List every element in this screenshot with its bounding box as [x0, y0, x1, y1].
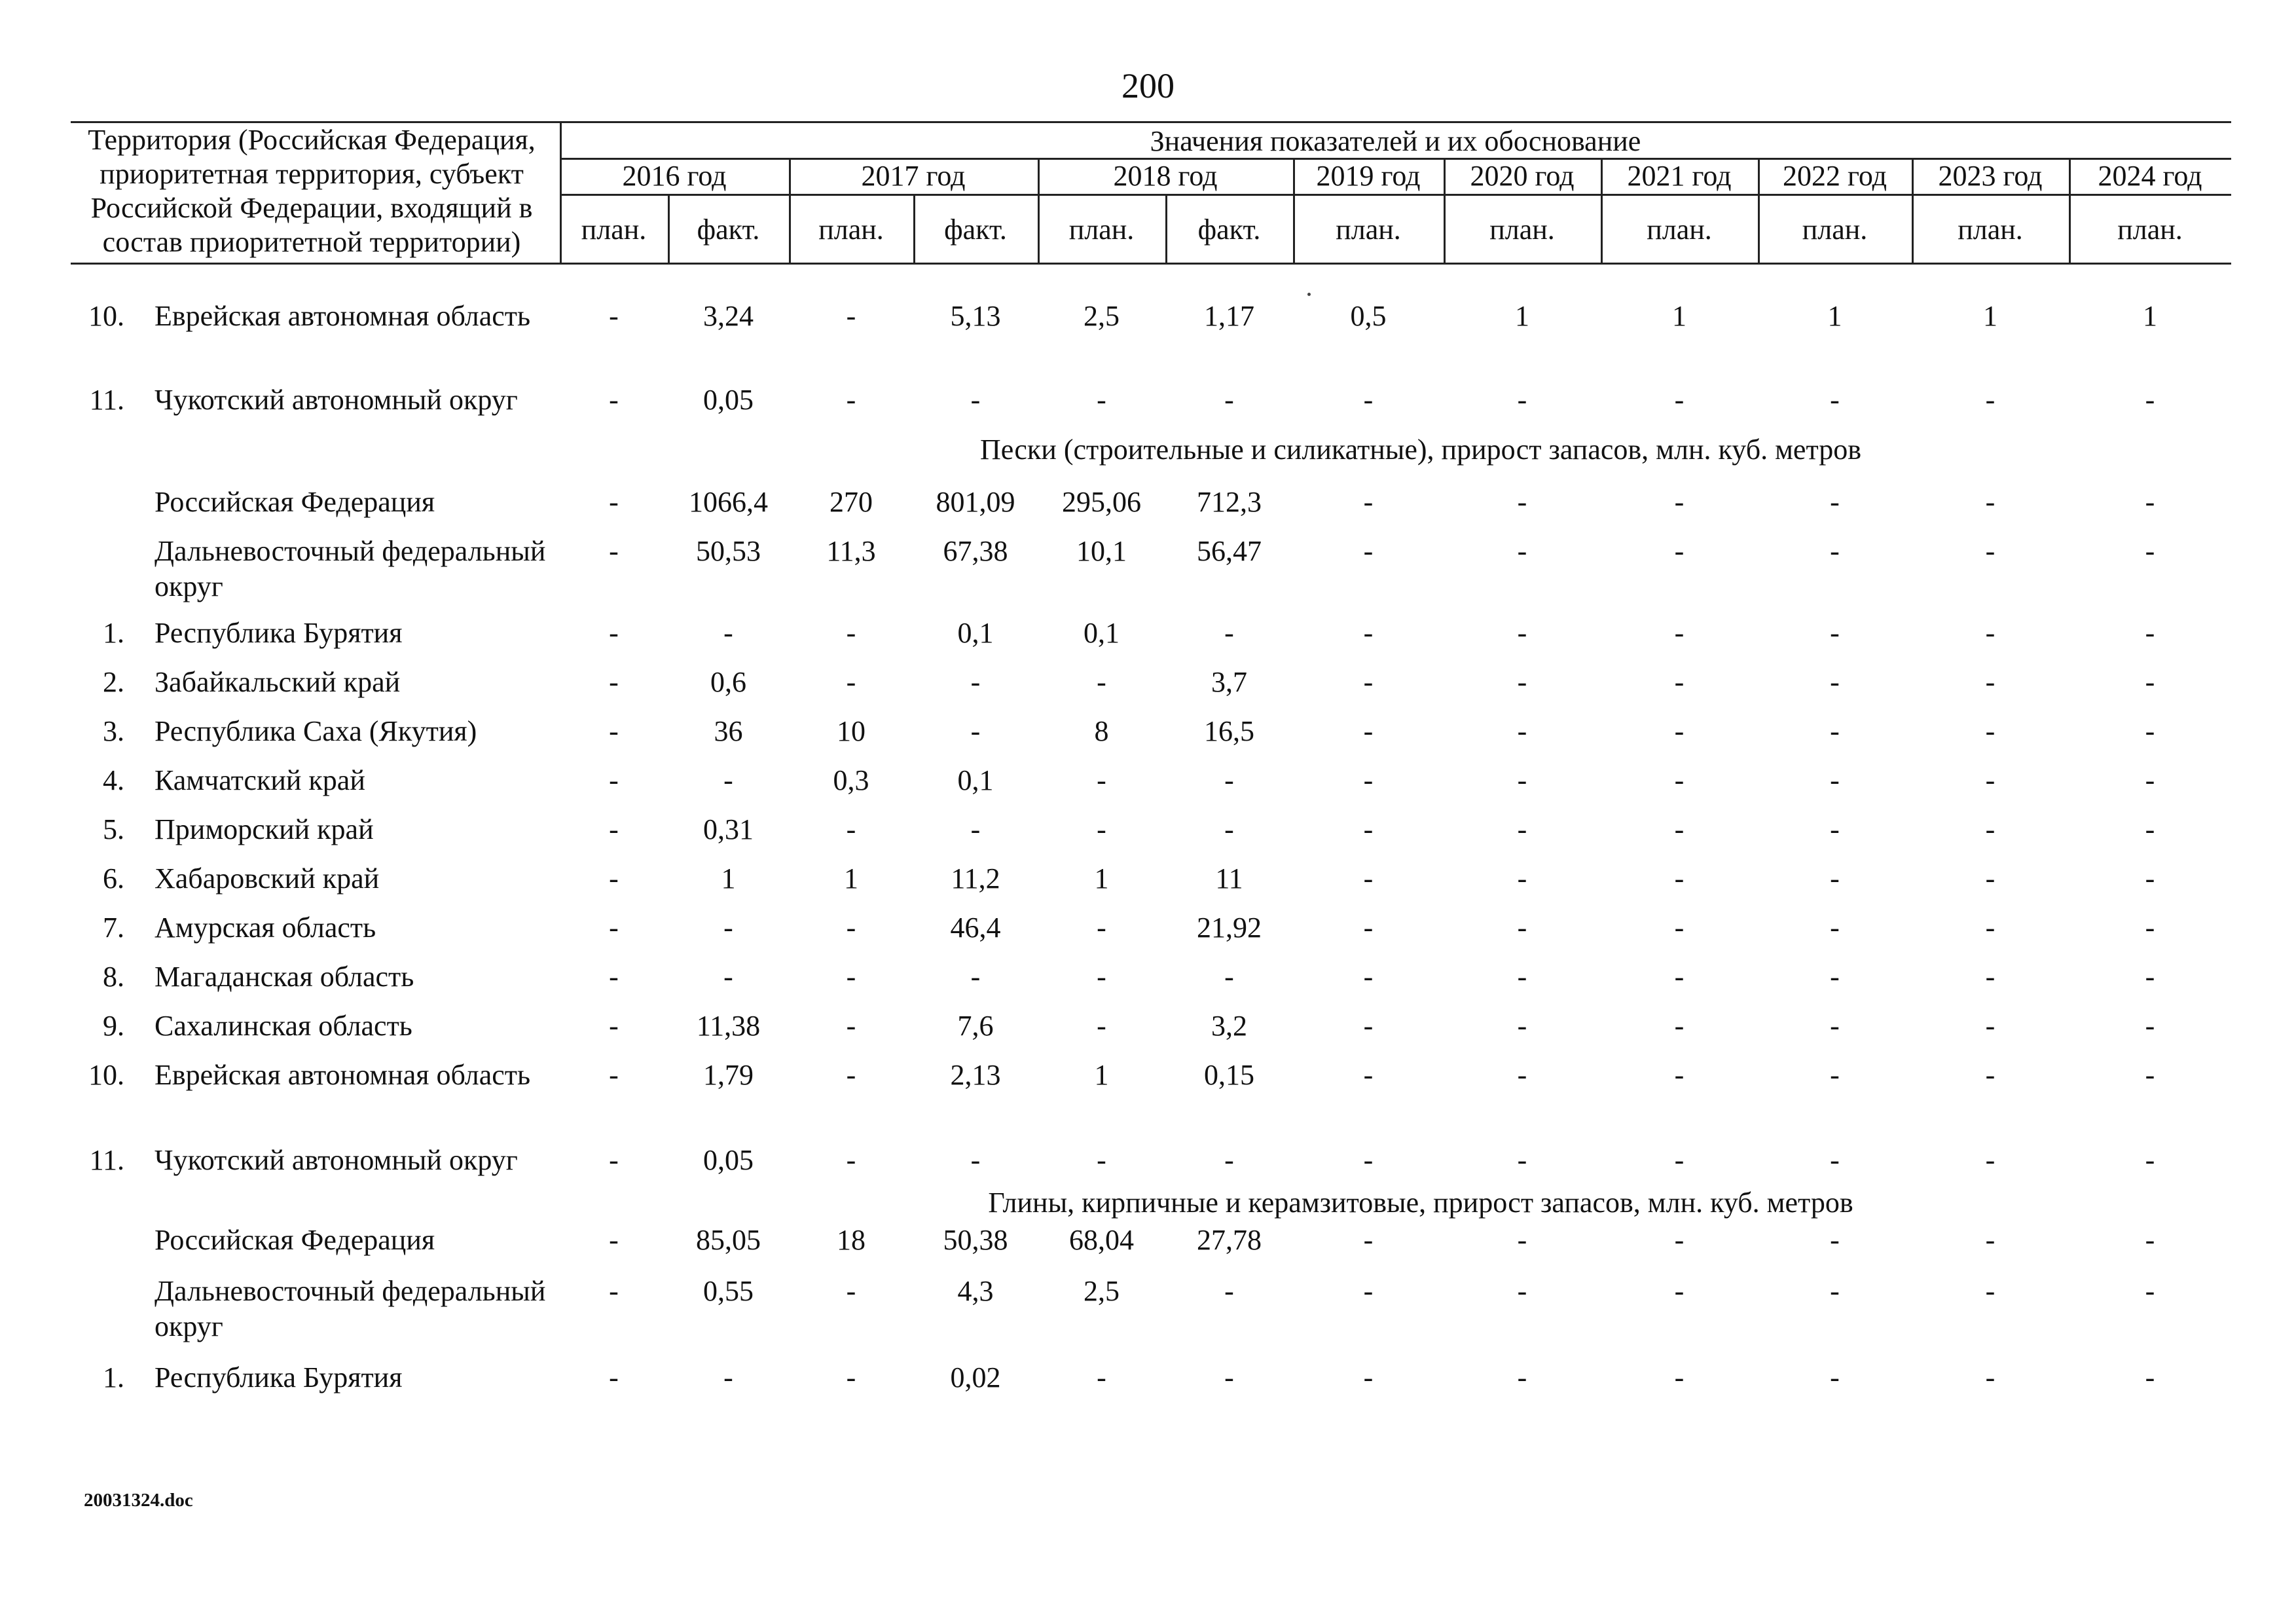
table-cell: -: [723, 961, 733, 993]
table-cell: -: [1830, 1059, 1840, 1091]
stray-mark: [1307, 293, 1311, 296]
row-territory-name: Чукотский автономный округ: [155, 384, 518, 416]
header-subcol: план.: [1802, 213, 1868, 246]
table-cell: -: [1674, 617, 1685, 649]
table-cell: -: [1517, 813, 1527, 845]
table-cell: 1: [1672, 300, 1686, 332]
table-cell: -: [1830, 617, 1840, 649]
table-cell: 1: [1515, 300, 1529, 332]
table-cell: -: [1985, 1275, 1995, 1307]
header-subcol: план.: [818, 213, 884, 246]
table-cell: -: [1363, 486, 1374, 518]
table-cell: -: [1830, 384, 1840, 416]
table-cell: -: [2145, 715, 2155, 747]
table-cell: -: [1985, 1361, 1995, 1393]
table-cell: -: [1830, 486, 1840, 518]
table-cell: -: [1517, 535, 1527, 567]
table-cell: -: [1674, 486, 1685, 518]
table-cell: 11: [1215, 862, 1243, 895]
page-number: 200: [1121, 66, 1175, 105]
row-territory-name: Республика Бурятия: [155, 617, 403, 649]
header-subcol: план.: [581, 213, 647, 246]
row-number: 1.: [103, 617, 124, 649]
table-cell: -: [1363, 715, 1374, 747]
table-cell: -: [723, 617, 733, 649]
row-territory-name: Чукотский автономный округ: [155, 1144, 518, 1176]
table-cell: -: [846, 1144, 856, 1176]
header-year: 2022 год: [1782, 160, 1887, 192]
table-cell: -: [1363, 764, 1374, 796]
table-cell: -: [1674, 813, 1685, 845]
table-cell: -: [1830, 961, 1840, 993]
table-cell: -: [1363, 1010, 1374, 1042]
table-cell: -: [1674, 715, 1685, 747]
table-cell: -: [1224, 617, 1234, 649]
table-cell: -: [723, 764, 733, 796]
table-cell: 2,13: [950, 1059, 1001, 1091]
table-cell: 0,02: [950, 1361, 1001, 1393]
table-cell: -: [1674, 1144, 1685, 1176]
table-cell: -: [2145, 912, 2155, 944]
table-cell: -: [1363, 1224, 1374, 1256]
row-number: 4.: [103, 764, 124, 796]
table-cell: -: [846, 1010, 856, 1042]
header-subcol: факт.: [944, 213, 1007, 246]
table-cell: -: [1097, 1010, 1106, 1042]
row-territory-name: Республика Саха (Якутия): [155, 715, 477, 747]
table-cell: 0,55: [703, 1275, 754, 1307]
table-cell: 1: [721, 862, 736, 895]
table-cell: -: [1224, 764, 1234, 796]
row-territory-name: Сахалинская область: [155, 1010, 412, 1042]
table-cell: -: [2145, 1059, 2155, 1091]
table-cell: -: [1985, 813, 1995, 845]
table-cell: -: [1985, 1059, 1995, 1091]
table-cell: 3,7: [1211, 666, 1247, 698]
table-cell: -: [1097, 764, 1106, 796]
table-cell: 50,53: [696, 535, 761, 567]
table-cell: 712,3: [1197, 486, 1262, 518]
table-cell: -: [609, 300, 619, 332]
row-territory-name: Российская Федерация: [155, 1224, 435, 1256]
table-cell: -: [1674, 961, 1685, 993]
section-title: Глины, кирпичные и керамзитовые, прирост запасов, млн. куб. метров: [988, 1187, 1853, 1219]
table-cell: -: [2145, 384, 2155, 416]
header-year: 2018 год: [1113, 160, 1218, 192]
table-cell: -: [846, 961, 856, 993]
table-cell: -: [2145, 961, 2155, 993]
header-subcols-line: [560, 194, 2231, 196]
header-year: 2016 год: [622, 160, 727, 192]
table-cell: -: [1985, 666, 1995, 698]
table-cell: -: [609, 813, 619, 845]
table-cell: -: [2145, 862, 2155, 895]
table-cell: -: [1830, 912, 1840, 944]
table-cell: -: [970, 384, 981, 416]
header-subcol: план.: [1489, 213, 1555, 246]
table-cell: -: [1985, 535, 1995, 567]
header-subcol: план.: [1958, 213, 2023, 246]
table-cell: 1: [2143, 300, 2157, 332]
table-cell: 0,15: [1204, 1059, 1254, 1091]
table-cell: -: [1985, 1144, 1995, 1176]
table-cell: -: [1985, 961, 1995, 993]
table-cell: 0,05: [703, 1144, 754, 1176]
table-cell: -: [1363, 666, 1374, 698]
table-cell: 1: [1094, 862, 1109, 895]
table-cell: 1,17: [1204, 300, 1254, 332]
table-cell: 21,92: [1197, 912, 1262, 944]
table-cell: -: [846, 617, 856, 649]
table-cell: -: [1985, 486, 1995, 518]
table-cell: -: [609, 715, 619, 747]
table-cell: 0,1: [1084, 617, 1120, 649]
table-cell: 1: [1827, 300, 1842, 332]
table-cell: -: [1517, 1361, 1527, 1393]
table-cell: -: [846, 1059, 856, 1091]
table-cell: -: [609, 1010, 619, 1042]
header-subcol: план.: [2117, 213, 2183, 246]
header-year: 2020 год: [1470, 160, 1575, 192]
table-cell: -: [1985, 764, 1995, 796]
table-cell: -: [2145, 486, 2155, 518]
table-cell: -: [2145, 617, 2155, 649]
table-cell: -: [1224, 1361, 1234, 1393]
row-territory-name: Хабаровский край: [155, 862, 380, 895]
table-cell: -: [1674, 1059, 1685, 1091]
doc-id: 20031324.doc: [84, 1490, 193, 1511]
row-territory-name: Приморский край: [155, 813, 374, 845]
row-number: 11.: [89, 384, 124, 416]
table-cell: 3,24: [703, 300, 754, 332]
table-cell: -: [846, 813, 856, 845]
table-cell: -: [1363, 912, 1374, 944]
table-cell: -: [609, 535, 619, 567]
table-cell: -: [1224, 384, 1234, 416]
table-cell: 46,4: [950, 912, 1001, 944]
table-cell: 18: [837, 1224, 866, 1256]
table-cell: -: [1985, 912, 1995, 944]
table-cell: 1: [1983, 300, 1997, 332]
table-cell: -: [846, 912, 856, 944]
table-cell: -: [1985, 862, 1995, 895]
table-cell: -: [970, 813, 981, 845]
table-cell: -: [2145, 1010, 2155, 1042]
table-cell: -: [1224, 961, 1234, 993]
table-cell: 4,3: [957, 1275, 994, 1307]
row-territory-name: Забайкальский край: [155, 666, 401, 698]
header-subcol: факт.: [1197, 213, 1261, 246]
table-cell: -: [1830, 862, 1840, 895]
row-number: 10.: [88, 300, 124, 332]
row-territory-name: Амурская область: [155, 912, 376, 944]
row-territory-name: Республика Бурятия: [155, 1361, 403, 1393]
header-year: 2017 год: [861, 160, 966, 192]
table-cell: 50,38: [943, 1224, 1008, 1256]
table-cell: -: [846, 1275, 856, 1307]
table-cell: -: [1097, 813, 1106, 845]
row-number: 6.: [103, 862, 124, 895]
table-cell: -: [1674, 912, 1685, 944]
table-cell: -: [1517, 1275, 1527, 1307]
table-cell: 0,6: [710, 666, 746, 698]
table-cell: 0,1: [957, 764, 994, 796]
table-cell: -: [1097, 912, 1106, 944]
row-number: 7.: [103, 912, 124, 944]
table-cell: -: [1517, 961, 1527, 993]
table-cell: -: [1674, 1275, 1685, 1307]
table-cell: -: [1517, 764, 1527, 796]
row-number: 2.: [103, 666, 124, 698]
table-cell: -: [1363, 813, 1374, 845]
header-subcol: факт.: [697, 213, 760, 246]
row-number: 3.: [103, 715, 124, 747]
table-cell: -: [609, 486, 619, 518]
table-cell: 27,78: [1197, 1224, 1262, 1256]
table-cell: 0,31: [703, 813, 754, 845]
header-year: 2019 год: [1316, 160, 1421, 192]
table-cell: -: [1830, 715, 1840, 747]
header-territory-label: Территория (Российская Федерация, приоритетная территория, субъект Российской Федерации, входящий в состав приоритетной территории): [88, 124, 536, 258]
table-cell: 8: [1094, 715, 1109, 747]
table-cell: -: [846, 666, 856, 698]
table-cell: -: [1830, 764, 1840, 796]
table-cell: 68,04: [1069, 1224, 1134, 1256]
table-cell: -: [1830, 1144, 1840, 1176]
table-cell: -: [2145, 764, 2155, 796]
table-cell: -: [609, 1059, 619, 1091]
table-cell: 36: [714, 715, 743, 747]
row-number: 11.: [89, 1144, 124, 1176]
table-cell: -: [1517, 617, 1527, 649]
table-cell: -: [1363, 1361, 1374, 1393]
table-cell: -: [1224, 1275, 1234, 1307]
table-cell: -: [1517, 1010, 1527, 1042]
table-cell: -: [1097, 1361, 1106, 1393]
table-cell: -: [1517, 666, 1527, 698]
table-cell: -: [970, 666, 981, 698]
table-cell: -: [1517, 862, 1527, 895]
header-year: 2023 год: [1938, 160, 2043, 192]
table-cell: -: [609, 862, 619, 895]
table-cell: -: [1674, 1224, 1685, 1256]
table-cell: -: [609, 384, 619, 416]
table-cell: -: [846, 384, 856, 416]
table-cell: -: [1985, 1224, 1995, 1256]
table-cell: -: [1674, 862, 1685, 895]
table-cell: 16,5: [1204, 715, 1254, 747]
table-cell: -: [1224, 813, 1234, 845]
table-cell: -: [609, 961, 619, 993]
section-title: Пески (строительные и силикатные), прирост запасов, млн. куб. метров: [980, 434, 1861, 466]
table-cell: 801,09: [936, 486, 1015, 518]
table-cell: -: [1097, 961, 1106, 993]
table-cell: -: [1985, 1010, 1995, 1042]
row-territory-name: Магаданская область: [155, 961, 414, 993]
table-cell: -: [1674, 666, 1685, 698]
table-cell: -: [1363, 1059, 1374, 1091]
table-cell: 1066,4: [689, 486, 768, 518]
table-cell: 7,6: [957, 1010, 994, 1042]
table-cell: -: [1985, 715, 1995, 747]
table-cell: -: [1517, 384, 1527, 416]
table-cell: -: [609, 617, 619, 649]
table-cell: -: [1830, 666, 1840, 698]
table-cell: 11,2: [951, 862, 1000, 895]
table-cell: -: [1830, 535, 1840, 567]
table-cell: -: [2145, 1361, 2155, 1393]
table-cell: -: [970, 961, 981, 993]
table-cell: -: [1517, 1144, 1527, 1176]
row-territory-name: Дальневосточный федеральный округ: [155, 535, 546, 602]
header-values-label: Значения показателей и их обоснование: [1150, 125, 1641, 157]
table-cell: -: [846, 300, 856, 332]
table-cell: -: [609, 1144, 619, 1176]
table-cell: -: [2145, 1144, 2155, 1176]
table-cell: 1,79: [703, 1059, 754, 1091]
table-cell: -: [2145, 1275, 2155, 1307]
table-cell: -: [846, 1361, 856, 1393]
table-cell: 56,47: [1197, 535, 1262, 567]
table-cell: -: [1097, 384, 1106, 416]
table-cell: -: [1674, 384, 1685, 416]
table-cell: 10: [837, 715, 866, 747]
table-cell: -: [1363, 535, 1374, 567]
table-cell: -: [1224, 1144, 1234, 1176]
table-cell: -: [609, 1224, 619, 1256]
table-cell: -: [1517, 1059, 1527, 1091]
table-cell: -: [609, 1275, 619, 1307]
table-cell: -: [1830, 1275, 1840, 1307]
table-cell: -: [1674, 535, 1685, 567]
table-cell: 3,2: [1211, 1010, 1247, 1042]
table-cell: 10,1: [1076, 535, 1127, 567]
table-cell: 270: [829, 486, 873, 518]
row-territory-name: Российская Федерация: [155, 486, 435, 518]
table-cell: 2,5: [1084, 300, 1120, 332]
header-subcol: план.: [1647, 213, 1712, 246]
table-cell: -: [1363, 1144, 1374, 1176]
table-cell: -: [1517, 715, 1527, 747]
row-number: 5.: [103, 813, 124, 845]
table-cell: -: [2145, 666, 2155, 698]
table-cell: -: [723, 912, 733, 944]
table-cell: 0,5: [1350, 300, 1387, 332]
table-cell: -: [2145, 535, 2155, 567]
header-year: 2021 год: [1627, 160, 1732, 192]
table-cell: -: [1830, 1361, 1840, 1393]
row-number: 10.: [88, 1059, 124, 1091]
table-cell: 85,05: [696, 1224, 761, 1256]
table-cell: 0,1: [957, 617, 994, 649]
header-subcol: план.: [1068, 213, 1135, 246]
table-cell: -: [1674, 764, 1685, 796]
table-cell: 0,05: [703, 384, 754, 416]
row-territory-name: Дальневосточный федеральный округ: [155, 1275, 546, 1342]
table-cell: -: [1363, 384, 1374, 416]
table-cell: 1: [1094, 1059, 1109, 1091]
row-number: 9.: [103, 1010, 124, 1042]
header-year: 2024 год: [2098, 160, 2202, 192]
table-cell: 5,13: [950, 300, 1001, 332]
table-cell: -: [1363, 617, 1374, 649]
row-number: 8.: [103, 961, 124, 993]
table-cell: -: [609, 912, 619, 944]
table-cell: -: [1830, 1224, 1840, 1256]
table-cell: -: [970, 1144, 981, 1176]
table-cell: -: [1363, 862, 1374, 895]
table-cell: 295,06: [1062, 486, 1141, 518]
table-cell: -: [1363, 961, 1374, 993]
row-territory-name: Камчатский край: [155, 764, 365, 796]
table-cell: -: [1097, 1144, 1106, 1176]
table-cell: -: [1830, 813, 1840, 845]
table-cell: -: [2145, 813, 2155, 845]
table-cell: -: [1097, 666, 1106, 698]
table-cell: -: [1985, 384, 1995, 416]
table-cell: -: [1830, 1010, 1840, 1042]
row-territory-name: Еврейская автономная область: [155, 1059, 531, 1091]
table-cell: 2,5: [1084, 1275, 1120, 1307]
table-cell: -: [609, 1361, 619, 1393]
table-cell: -: [609, 666, 619, 698]
table-cell: -: [2145, 1224, 2155, 1256]
table-cell: -: [970, 715, 981, 747]
table-cell: 67,38: [943, 535, 1008, 567]
header-subcol: план.: [1336, 213, 1401, 246]
row-number: 1.: [103, 1361, 124, 1393]
table-cell: -: [723, 1361, 733, 1393]
header-bottom-line: [71, 263, 2231, 265]
table-cell: 0,3: [833, 764, 869, 796]
table-cell: -: [609, 764, 619, 796]
table-cell: 1: [844, 862, 858, 895]
table-cell: -: [1363, 1275, 1374, 1307]
table-cell: 11,38: [696, 1010, 761, 1042]
row-territory-name: Еврейская автономная область: [155, 300, 531, 332]
table-cell: 11,3: [826, 535, 876, 567]
table-cell: -: [1674, 1361, 1685, 1393]
table-cell: -: [1517, 912, 1527, 944]
table-cell: -: [1517, 486, 1527, 518]
table-cell: -: [1674, 1010, 1685, 1042]
table-cell: -: [1985, 617, 1995, 649]
table-cell: -: [1517, 1224, 1527, 1256]
